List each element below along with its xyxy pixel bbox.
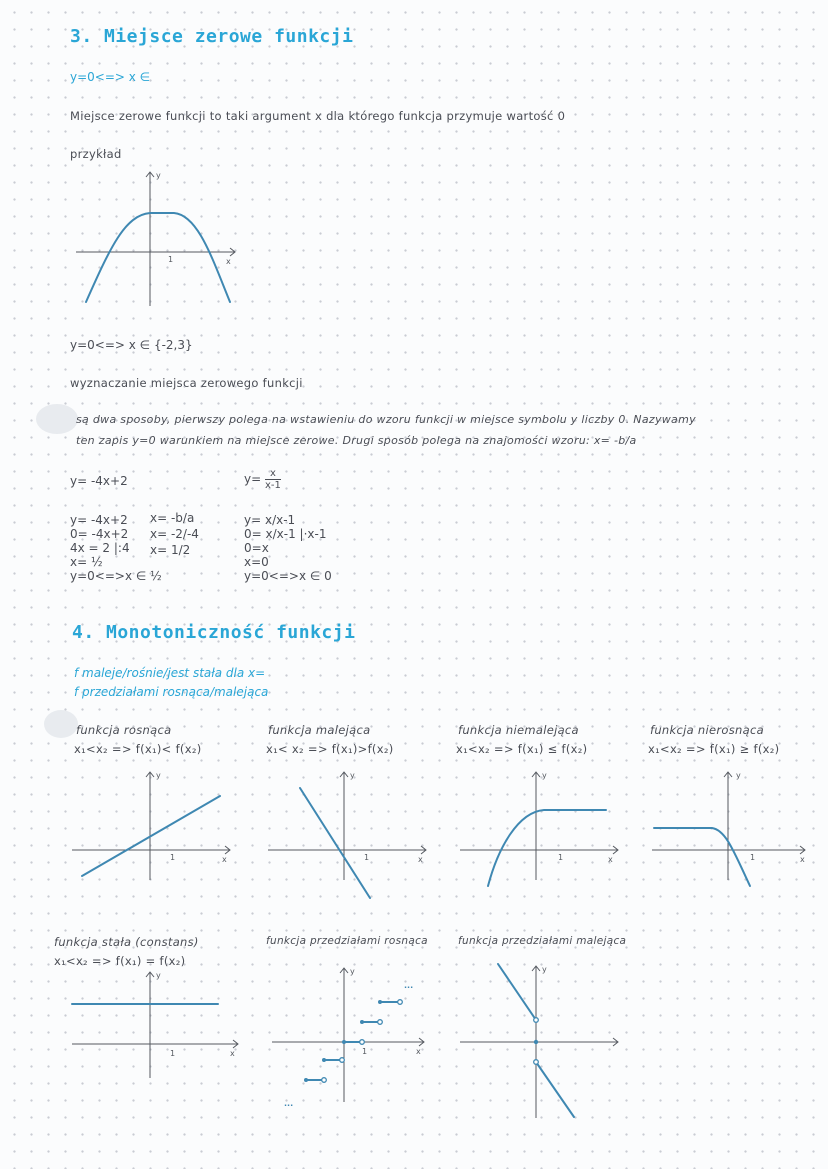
step-segments [304, 1000, 402, 1083]
decreasing-segment-1 [498, 964, 536, 1020]
tick-label: 1 [168, 255, 174, 264]
tick-label: 1 [170, 853, 176, 862]
graph-title-decreasing: funkcja malejąca [268, 723, 371, 737]
zero-result: y=0<=> x ∈ {-2,3} [70, 338, 193, 352]
example-label: przykład [70, 147, 122, 161]
parabola-curve [86, 213, 230, 302]
x-label: x [608, 855, 613, 864]
methods-line-1: są dwa sposoby, pierwszy polega na wstawieniu do wzoru funkcji w miejsce symbolu y liczby 0. Nazywamy [76, 413, 696, 426]
section4-title: 4. Monotoniczność funkcji [72, 622, 356, 643]
tick-label: 1 [558, 853, 564, 862]
right-heading-den: x-1 [264, 480, 281, 491]
graph-title-nonincreasing: funkcja nierosnąca [650, 723, 764, 737]
graph-rule-constant: x₁<x₂ => f(x₁) = f(x₂) [54, 954, 186, 968]
mid-step: x= -2/-4 [150, 527, 199, 541]
left-steps [70, 513, 162, 583]
ellipsis-top: ... [404, 981, 414, 990]
tick-label: 1 [750, 853, 756, 862]
right-step: 0=x [244, 541, 269, 555]
punch-hole-bottom [44, 710, 78, 738]
ellipsis-bottom: ... [284, 1099, 294, 1108]
left-step: y= -4x+2 [70, 513, 128, 527]
x-label: x [800, 855, 805, 864]
graph-piecewise-decreasing [458, 962, 628, 1127]
x-label: x [222, 855, 227, 864]
graph-rule-nonincreasing: x₁<x₂ => f(x₁) ≥ f(x₂) [648, 742, 780, 756]
left-step: 4x = 2 |:4 [70, 541, 130, 555]
increasing-line [82, 796, 220, 876]
zero-definition: Miejsce zerowe funkcji to taki argument x dla którego funkcja przymuje wartość 0 [70, 109, 566, 123]
determine-label: wyznaczanie miejsca zerowego funkcji [70, 376, 303, 390]
y-label: y [156, 971, 161, 980]
monotonic-line-2: f przedziałami rosnąca/malejąca [74, 685, 269, 699]
graph-piecewise-increasing [266, 962, 436, 1112]
tick-label: 1 [362, 1047, 368, 1056]
nondecreasing-curve [488, 810, 606, 886]
graph-title-nondecreasing: funkcja niemalejąca [458, 723, 579, 737]
mid-step: x= -b/a [150, 511, 195, 525]
decreasing-segment-2 [536, 1062, 574, 1117]
graph-increasing [70, 768, 235, 883]
y-label: y [156, 771, 161, 780]
right-step: 0= x/x-1 |·x-1 [244, 527, 327, 541]
graph-title-piecewise-increasing: funkcja przedziałami rosnąca [266, 935, 428, 947]
x-label: x [416, 1047, 421, 1056]
nonincreasing-curve [654, 828, 750, 886]
graph-title-increasing: funkcja rosnąca [76, 723, 172, 737]
right-step: x=0 [244, 555, 269, 569]
graph-title-piecewise-decreasing: funkcja przedziałami malejąca [458, 935, 627, 947]
mid-steps [150, 510, 199, 558]
monotonic-line-1: f maleje/rośnie/jest stała dla x= [74, 666, 266, 680]
zero-formula: y=0<=> x ∈ [70, 70, 151, 84]
graph-constant [70, 968, 245, 1098]
right-heading-prefix: y= [244, 472, 262, 486]
y-label: y [156, 171, 161, 180]
section3-title: 3. Miejsce zerowe funkcji [70, 26, 354, 47]
graph-rule-decreasing: x₁< x₂ => f(x₁)>f(x₂) [266, 742, 394, 756]
y-label: y [542, 965, 547, 974]
right-step: y= x/x-1 [244, 513, 296, 527]
example-left-heading: y= -4x+2 [70, 474, 128, 488]
x-label: x [230, 1049, 235, 1058]
punch-hole-top [36, 404, 78, 434]
y-label: y [350, 967, 355, 976]
right-steps [244, 513, 332, 583]
y-label: y [350, 771, 355, 780]
tick-label: 1 [170, 1049, 176, 1058]
tick-label: 1 [364, 853, 370, 862]
y-label: y [736, 771, 741, 780]
graph-rule-nondecreasing: x₁<x₂ => f(x₁) ≤ f(x₂) [456, 742, 588, 756]
left-step: y=0<=>x ∈ ½ [70, 569, 162, 583]
decreasing-line [300, 788, 370, 898]
methods-line-2: ten zapis y=0 warunkiem na miejsce zerowe. Drugi sposób polega na znajomości wzoru: x= -b/a [76, 434, 637, 447]
graph-title-constant: funkcja stała (constans) [54, 935, 199, 949]
right-step: y=0<=>x ∈ 0 [244, 569, 332, 583]
left-step: x= ½ [70, 555, 103, 569]
y-label: y [542, 771, 547, 780]
graph-rule-increasing: x₁<x₂ => f(x₁)< f(x₂) [74, 742, 202, 756]
graph-nondecreasing [458, 768, 623, 883]
mid-step: x= 1/2 [150, 543, 191, 557]
example-right-heading [244, 468, 281, 491]
x-label: x [226, 257, 231, 266]
right-heading-num: x [265, 468, 281, 480]
graph-decreasing [266, 768, 431, 883]
left-step: 0= -4x+2 [70, 527, 129, 541]
parabola-graph [70, 168, 250, 313]
graph-nonincreasing [650, 768, 820, 883]
x-label: x [418, 855, 423, 864]
